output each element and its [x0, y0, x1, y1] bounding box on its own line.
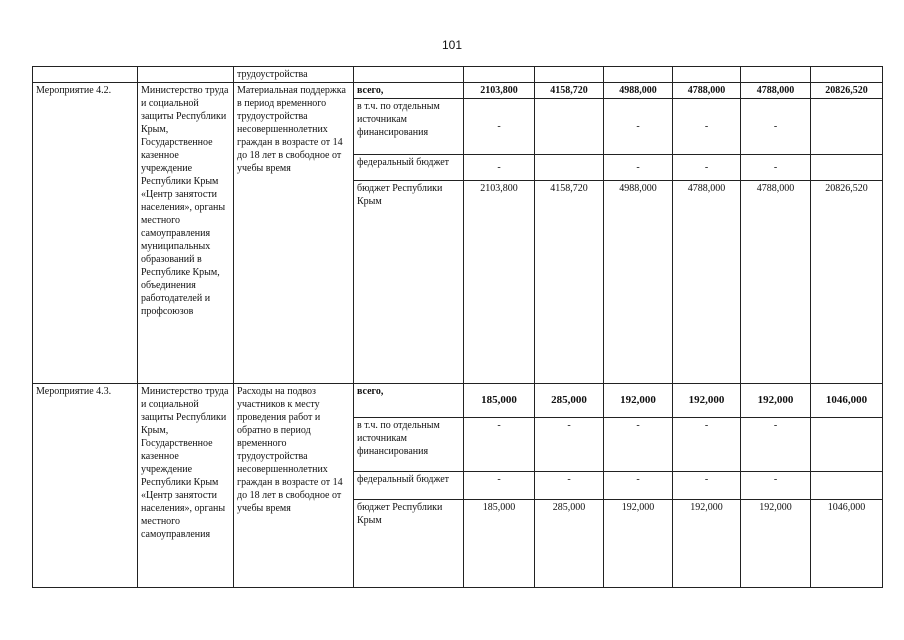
value-cell	[811, 99, 883, 155]
value-cell: 1046,000	[811, 500, 883, 588]
value-cell: 20826,520	[811, 181, 883, 384]
value-cell: -	[604, 99, 673, 155]
description-cell: трудоустройства	[234, 67, 354, 83]
value-cell: 192,000	[741, 384, 811, 418]
value-cell: 192,000	[673, 500, 741, 588]
activity-name: Мероприятие 4.3.	[33, 384, 138, 588]
value-cell: 4788,000	[741, 83, 811, 99]
value-cell: 185,000	[464, 500, 535, 588]
source-cell: в т.ч. по отдельным источникам финансирования	[354, 418, 464, 472]
value-cell: -	[535, 418, 604, 472]
value-cell: 192,000	[741, 500, 811, 588]
value-cell: 4788,000	[673, 181, 741, 384]
executor-cell: Министерство труда и социальной защиты Республики Крым, Государственное казенное учреждение Республики Крым «Центр занятости населения», органы местного самоуправления	[138, 384, 234, 588]
value-cell: 192,000	[604, 384, 673, 418]
table-row	[33, 83, 883, 99]
source-cell: федеральный бюджет	[354, 472, 464, 500]
value-cell: 285,000	[535, 384, 604, 418]
value-cell: 192,000	[673, 384, 741, 418]
value-cell	[811, 472, 883, 500]
value-cell: -	[673, 99, 741, 155]
cell	[33, 67, 138, 83]
cell	[535, 67, 604, 83]
table-row	[33, 384, 883, 418]
value-cell: 185,000	[464, 384, 535, 418]
value-cell: 4158,720	[535, 83, 604, 99]
value-cell: 4988,000	[604, 83, 673, 99]
source-total: всего,	[354, 83, 464, 99]
value-cell: 1046,000	[811, 384, 883, 418]
value-cell: -	[604, 418, 673, 472]
source-total: всего,	[354, 384, 464, 418]
cell	[464, 67, 535, 83]
value-cell: 2103,800	[464, 83, 535, 99]
value-cell: 4788,000	[741, 181, 811, 384]
value-cell: 192,000	[604, 500, 673, 588]
value-cell: 4788,000	[673, 83, 741, 99]
executor-cell: Министерство труда и социальной защиты Республики Крым, Государственное казенное учреждение Республики Крым «Центр занятости населения», органы местного самоуправления муниципальных образований в Республике Крым, объединения работодателей и профсоюзов	[138, 83, 234, 384]
funding-table	[32, 66, 883, 588]
cell	[673, 67, 741, 83]
cell	[741, 67, 811, 83]
description-cell: Расходы на подвоз участников к месту проведения работ и обратно в период временного трудоустройства несовершеннолетних граждан в возрасте от 14 до 18 лет в свободное от учебы время	[234, 384, 354, 588]
value-cell	[811, 418, 883, 472]
value-cell: 4988,000	[604, 181, 673, 384]
value-cell: -	[673, 155, 741, 181]
source-cell: бюджет Республики Крым	[354, 500, 464, 588]
value-cell: -	[464, 472, 535, 500]
page-number: 101	[441, 38, 463, 52]
cell	[604, 67, 673, 83]
value-cell: -	[464, 99, 535, 155]
cell	[138, 67, 234, 83]
value-cell: -	[673, 418, 741, 472]
value-cell: 4158,720	[535, 181, 604, 384]
value-cell	[535, 99, 604, 155]
value-cell: 20826,520	[811, 83, 883, 99]
source-cell: федеральный бюджет	[354, 155, 464, 181]
value-cell: -	[741, 99, 811, 155]
value-cell: -	[673, 472, 741, 500]
value-cell: -	[464, 155, 535, 181]
value-cell: -	[464, 418, 535, 472]
value-cell: -	[604, 472, 673, 500]
value-cell: -	[741, 155, 811, 181]
activity-name: Мероприятие 4.2.	[33, 83, 138, 384]
description-cell: Материальная поддержка в период временного трудоустройства несовершеннолетних граждан в возрасте от 14 до 18 лет в свободное от учебы время	[234, 83, 354, 384]
source-cell: в т.ч. по отдельным источникам финансирования	[354, 99, 464, 155]
value-cell	[535, 155, 604, 181]
value-cell: -	[535, 472, 604, 500]
value-cell: -	[741, 418, 811, 472]
value-cell: -	[741, 472, 811, 500]
value-cell: 2103,800	[464, 181, 535, 384]
cell	[811, 67, 883, 83]
value-cell: -	[604, 155, 673, 181]
value-cell	[811, 155, 883, 181]
value-cell: 285,000	[535, 500, 604, 588]
source-cell: бюджет Республики Крым	[354, 181, 464, 384]
table-row	[33, 67, 883, 83]
cell	[354, 67, 464, 83]
